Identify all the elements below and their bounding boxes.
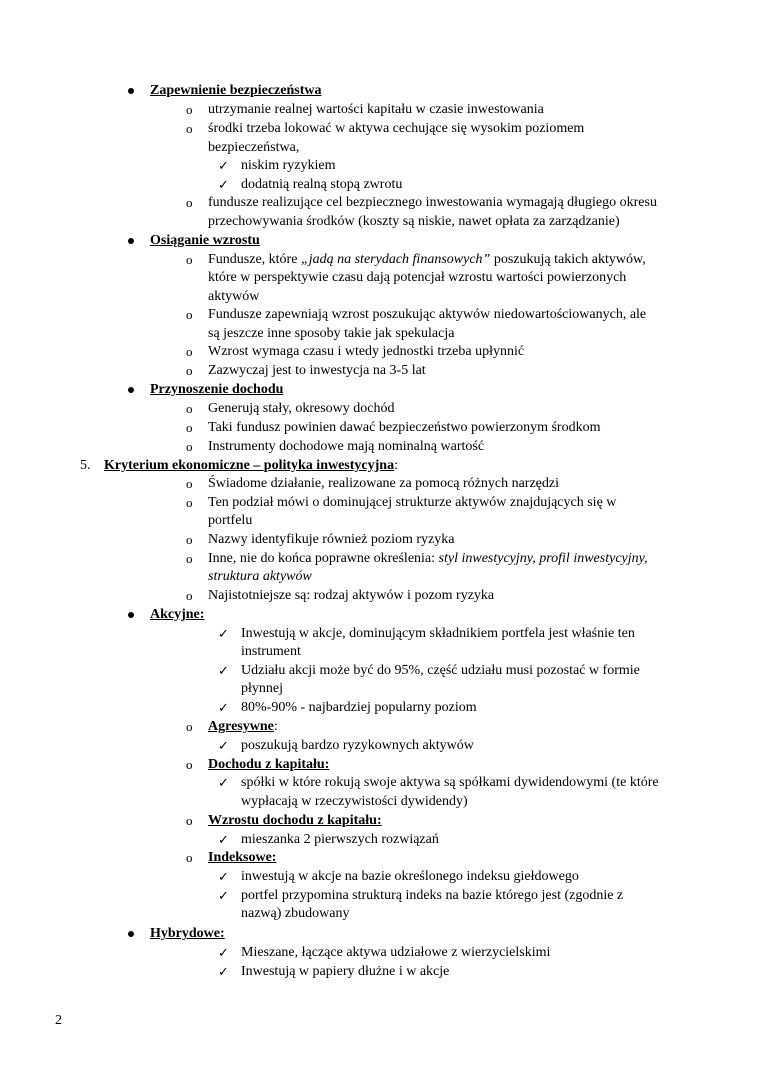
list-item: Taki fundusz powinien dawać bezpieczeństwo powierzonym środkom [208, 420, 601, 435]
colon: : [394, 458, 398, 473]
bullet-dot [128, 387, 134, 393]
list-item: Świadome działanie, realizowane za pomocą różnych narzędzi [208, 476, 559, 491]
bullet-dot [128, 612, 134, 618]
list-item: Nazwy identyfikuje również poziom ryzyka [208, 532, 455, 547]
check-icon: ✓ [218, 700, 229, 715]
italic-terms: styl inwestycyjny, profil inwestycyjny, [438, 551, 648, 566]
list-item-cont: bezpieczeństwa, [208, 140, 300, 155]
heading-agresywne: Agresywne [208, 719, 274, 734]
circle-bullet: o [186, 588, 193, 603]
check-icon: ✓ [218, 626, 229, 641]
colon: : [273, 719, 278, 734]
circle-bullet: o [186, 476, 193, 491]
check-icon: ✓ [218, 964, 229, 979]
circle-bullet: o [186, 344, 193, 359]
heading-dochodu-z-kapitalu: Dochodu z kapitału: [208, 757, 330, 772]
list-item-cont: nazwą) zbudowany [241, 906, 350, 921]
circle-bullet: o [186, 252, 193, 267]
check-icon: ✓ [218, 738, 229, 753]
list-item: spółki w które rokują swoje aktywa są spółkami dywidendowymi (te które [241, 775, 659, 790]
italic-quote: „jadą na sterydach finansowych” [300, 252, 491, 267]
heading-przynoszenie-dochodu: Przynoszenie dochodu [150, 382, 284, 397]
circle-bullet: o [186, 420, 193, 435]
bullet-dot [128, 88, 134, 94]
list-item-cont: portfelu [208, 513, 253, 528]
heading-akcyjne: Akcyjne: [150, 607, 205, 622]
check-icon: ✓ [218, 177, 229, 192]
list-item [208, 550, 648, 569]
list-item: Inwestują w papiery dłużne i w akcje [241, 964, 450, 979]
heading-zapewnienie-bezpieczenstwa: Zapewnienie bezpieczeństwa [150, 83, 322, 98]
heading-wzrostu-dochodu-z-kapitalu: Wzrostu dochodu z kapitału: [208, 813, 382, 828]
circle-bullet: o [186, 363, 193, 378]
list-item-cont: wypłacają w rzeczywistości dywidendy) [241, 794, 468, 809]
list-item: mieszanka 2 pierwszych rozwiązań [241, 832, 439, 847]
list-item: Najistotniejsze są: rodzaj aktywów i pozom ryzyka [208, 588, 495, 603]
list-item: niskim ryzykiem [241, 158, 336, 173]
circle-bullet: o [186, 532, 193, 547]
check-icon: ✓ [218, 869, 229, 884]
list-item: dodatnią realną stopą zwrotu [241, 177, 403, 192]
list-item: portfel przypomina strukturą indeks na bazie którego jest (zgodnie z [241, 888, 624, 903]
circle-bullet: o [186, 307, 193, 322]
check-icon: ✓ [218, 945, 229, 960]
list-item: środki trzeba lokować w aktywa cechujące się wysokim poziomem [208, 121, 585, 136]
list-item-cont: przechowywania środków (koszty są niskie, nawet opłata za zarządzanie) [208, 214, 620, 229]
bullet-dot [128, 238, 134, 244]
bullet-dot [128, 931, 134, 937]
check-icon: ✓ [218, 832, 229, 847]
circle-bullet: o [186, 850, 193, 865]
check-icon: ✓ [218, 888, 229, 903]
list-item: inwestują w akcje na bazie określonego indeksu giełdowego [241, 869, 579, 884]
list-item-cont: aktywów [208, 289, 260, 304]
heading-kryterium-ekonomiczne: Kryterium ekonomiczne – polityka inwestycyjna [104, 458, 395, 473]
heading-hybrydowe: Hybrydowe: [150, 926, 225, 941]
circle-bullet: o [186, 495, 193, 510]
italic-terms: struktura aktywów [208, 569, 312, 584]
text-run: poszukują takich aktywów, [490, 252, 646, 267]
check-icon: ✓ [218, 158, 229, 173]
list-item-cont: które w perspektywie czasu dają potencjał wzrostu wartości powierzonych [208, 270, 627, 285]
list-item: Mieszane, łączące aktywa udziałowe z wierzycielskimi [241, 945, 551, 960]
page-number: 2 [55, 1013, 62, 1028]
list-item-cont [208, 568, 312, 587]
list-item: Inwestują w akcje, dominującym składnikiem portfela jest właśnie ten [241, 626, 635, 641]
list-item: Ten podział mówi o dominującej strukturze aktywów znajdujących się w [208, 495, 617, 510]
list-item: 80%-90% - najbardziej popularny poziom [241, 700, 477, 715]
circle-bullet: o [186, 439, 193, 454]
list-item: Wzrost wymaga czasu i wtedy jednostki trzeba upłynnić [208, 344, 525, 359]
list-item: fundusze realizujące cel bezpiecznego inwestowania wymagają długiego okresu [208, 195, 657, 210]
circle-bullet: o [186, 551, 193, 566]
check-icon: ✓ [218, 663, 229, 678]
circle-bullet: o [186, 121, 193, 136]
circle-bullet: o [186, 719, 193, 734]
list-item: Udziału akcji może być do 95%, część udziału musi pozostać w formie [241, 663, 640, 678]
list-item-cont: instrument [241, 644, 301, 659]
list-item-cont: są jeszcze inne sposoby takie jak spekulacja [208, 326, 455, 341]
list-item: Fundusze zapewniają wzrost poszukując aktywów niedowartościowanych, ale [208, 307, 647, 322]
list-item: Zazwyczaj jest to inwestycja na 3-5 lat [208, 363, 426, 378]
check-icon: ✓ [218, 775, 229, 790]
circle-bullet: o [186, 102, 193, 117]
list-item [208, 251, 646, 270]
list-number: 5. [80, 458, 91, 473]
list-item-cont: płynnej [241, 681, 283, 696]
circle-bullet: o [186, 813, 193, 828]
list-item: Generują stały, okresowy dochód [208, 401, 395, 416]
text-run: Inne, nie do końca poprawne określenia: [208, 551, 439, 566]
heading-osiaganie-wzrostu: Osiąganie wzrostu [150, 233, 260, 248]
circle-bullet: o [186, 757, 193, 772]
text-run: Fundusze, które [208, 252, 301, 267]
circle-bullet: o [186, 195, 193, 210]
circle-bullet: o [186, 401, 193, 416]
list-item: poszukują bardzo ryzykownych aktywów [241, 738, 474, 753]
list-item: utrzymanie realnej wartości kapitału w czasie inwestowania [208, 102, 544, 117]
heading-indeksowe: Indeksowe: [208, 850, 277, 865]
list-item: Instrumenty dochodowe mają nominalną wartość [208, 439, 485, 454]
